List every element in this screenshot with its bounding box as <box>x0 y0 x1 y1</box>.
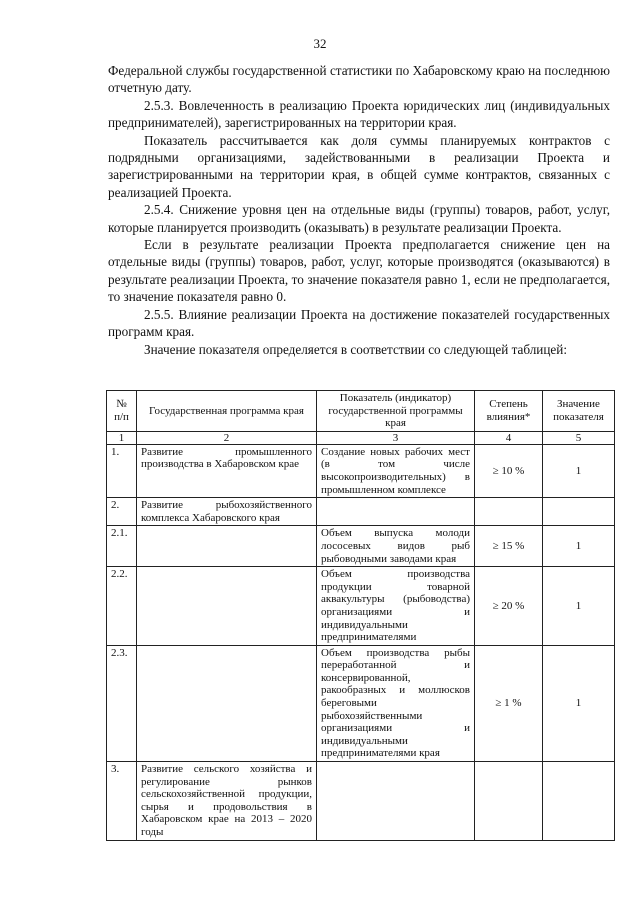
row-number: 1. <box>107 444 137 497</box>
column-number: 2 <box>137 431 317 444</box>
indicator-cell: Объем производства рыбы переработанной и консервированной, ракообразных и моллюсков береговыми рыбохозяйственными организациями и индивидуальными предпринимателями края <box>317 645 475 761</box>
degree-cell: ≥ 10 % <box>475 444 543 497</box>
section-heading: 2.5.3. Вовлеченность в реализацию Проекта юридических лиц (индивидуальных предпринимателей), зарегистрированных на территории края. <box>108 97 610 131</box>
program-cell <box>137 645 317 761</box>
row-number: 2. <box>107 498 137 526</box>
indicator-cell: Объем производства продукции товарной аквакультуры (рыбоводства) организациями и индивидуальными предпринимателями <box>317 567 475 646</box>
column-numbers-row <box>107 431 615 444</box>
table-row <box>107 526 615 567</box>
column-number: 4 <box>475 431 543 444</box>
indicator-cell <box>317 762 475 841</box>
indicator-table <box>106 390 615 841</box>
table-header-row <box>107 391 615 432</box>
value-cell: 1 <box>543 567 615 646</box>
table-row <box>107 498 615 526</box>
degree-cell: ≥ 1 % <box>475 645 543 761</box>
col-header-degree: Степень влияния* <box>475 391 543 432</box>
value-cell <box>543 498 615 526</box>
column-number: 3 <box>317 431 475 444</box>
paragraph: Показатель рассчитывается как доля суммы планируемых контрактов с подрядными организациями, задействованными в реализации Проекта и зарегистрированными на территории края, в общей сумме контрактов, связанных с реализацией Проекта. <box>108 132 610 200</box>
body-text <box>108 62 610 358</box>
indicator-cell: Создание новых рабочих мест (в том числе высокопроизводительных) в промышленном комплексе <box>317 444 475 497</box>
column-number: 5 <box>543 431 615 444</box>
col-header-indicator: Показатель (индикатор) государственной программы края <box>317 391 475 432</box>
value-cell: 1 <box>543 645 615 761</box>
program-cell: Развитие сельского хозяйства и регулирование рынков сельскохозяйственной продукции, сырья и продовольствия в Хабаровском крае на 2013 – 2020 годы <box>137 762 317 841</box>
paragraph: Если в результате реализации Проекта предполагается снижение цен на отдельные виды (группы) товаров, работ, услуг, которые производятся (оказываются) в результате реализации Проекта, то значение показателя равно 1, если не предполагается, то значение показателя равно 0. <box>108 237 610 305</box>
degree-cell: ≥ 20 % <box>475 567 543 646</box>
paragraph: Значение показателя определяется в соответствии со следующей таблицей: <box>144 341 567 357</box>
indicator-cell: Объем выпуска молоди лососевых видов рыб рыбоводными заводами края <box>317 526 475 567</box>
section-heading: 2.5.5. Влияние реализации Проекта на достижение показателей государственных программ края. <box>108 306 610 340</box>
program-cell: Развитие промышленного производства в Хабаровском крае <box>137 444 317 497</box>
degree-cell <box>475 498 543 526</box>
col-header-value: Значение показателя <box>543 391 615 432</box>
value-cell: 1 <box>543 444 615 497</box>
row-number: 2.2. <box>107 567 137 646</box>
paragraph: Федеральной службы государственной статистики по Хабаровскому краю на последнюю отчетную дату. <box>108 63 610 96</box>
col-header-number: № п/п <box>107 391 137 432</box>
table-row <box>107 645 615 761</box>
section-heading: 2.5.4. Снижение уровня цен на отдельные виды (группы) товаров, работ, услуг, которые планируется производить (оказывать) в результате реализации Проекта. <box>108 202 610 235</box>
degree-cell <box>475 762 543 841</box>
row-number: 3. <box>107 762 137 841</box>
table-row <box>107 567 615 646</box>
table-row <box>107 762 615 841</box>
column-number: 1 <box>107 431 137 444</box>
program-cell <box>137 526 317 567</box>
value-cell <box>543 762 615 841</box>
program-cell: Развитие рыбохозяйственного комплекса Хабаровского края <box>137 498 317 526</box>
value-cell: 1 <box>543 526 615 567</box>
col-header-program: Государственная программа края <box>137 391 317 432</box>
program-cell <box>137 567 317 646</box>
page-number: 32 <box>313 36 327 51</box>
row-number: 2.3. <box>107 645 137 761</box>
row-number: 2.1. <box>107 526 137 567</box>
indicator-cell <box>317 498 475 526</box>
degree-cell: ≥ 15 % <box>475 526 543 567</box>
table-row <box>107 444 615 497</box>
